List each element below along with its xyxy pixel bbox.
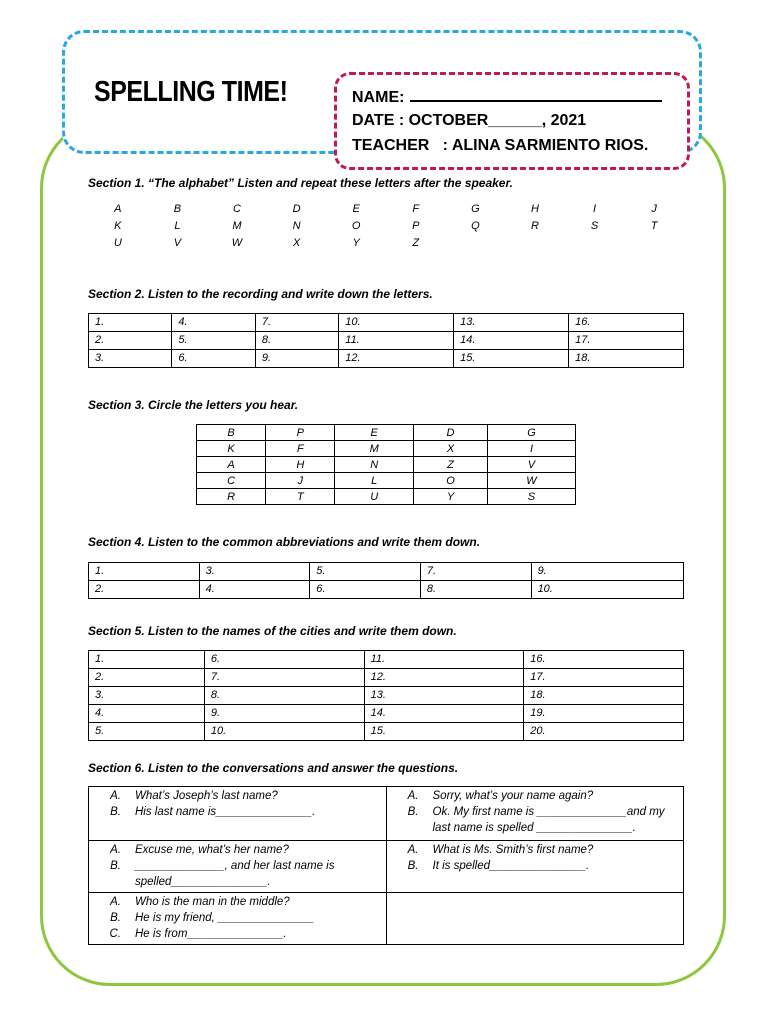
- section4-title: Section 4. Listen to the common abbreviations and write them down.: [88, 535, 481, 549]
- answer-cell[interactable]: 20.: [524, 723, 684, 741]
- letter-cell[interactable]: C: [197, 473, 266, 489]
- alphabet-row: [88, 220, 684, 237]
- alphabet-letter: F: [412, 203, 420, 215]
- alphabet-letter: D: [292, 203, 301, 215]
- conversation-line: [391, 842, 680, 858]
- table-row: [89, 687, 684, 705]
- answer-cell[interactable]: 4.: [199, 581, 310, 599]
- answer-cell[interactable]: 7.: [255, 314, 338, 332]
- table-row: [89, 651, 684, 669]
- speaker-letter: A.: [110, 790, 121, 802]
- letter-cell[interactable]: L: [335, 473, 414, 489]
- conversation-cell[interactable]: [386, 787, 684, 841]
- letter-cell[interactable]: T: [266, 489, 335, 505]
- table-row: [89, 723, 684, 741]
- answer-cell[interactable]: 6.: [310, 581, 421, 599]
- answer-cell[interactable]: 3.: [89, 687, 205, 705]
- alphabet-grid: [88, 203, 684, 254]
- name-label: NAME:: [352, 89, 405, 106]
- answer-cell[interactable]: 4.: [172, 314, 255, 332]
- answer-cell[interactable]: 11.: [339, 332, 454, 350]
- name-field[interactable]: [410, 86, 662, 102]
- conversation-cell[interactable]: [89, 787, 387, 841]
- letter-cell[interactable]: S: [487, 489, 575, 505]
- answer-cell[interactable]: 8.: [255, 332, 338, 350]
- answer-cell[interactable]: 1.: [89, 651, 205, 669]
- section5-answer-table: [88, 650, 684, 741]
- table-row: [89, 787, 684, 841]
- date-line: DATE : OCTOBER______, 2021: [352, 112, 587, 129]
- speaker-letter: B.: [407, 806, 419, 818]
- line-text: It is spelled_______________.: [432, 860, 590, 872]
- speaker-letter: C.: [109, 928, 121, 940]
- answer-cell[interactable]: 15.: [364, 723, 524, 741]
- alphabet-letter: M: [232, 220, 242, 232]
- letter-cell[interactable]: W: [487, 473, 575, 489]
- answer-cell[interactable]: 4.: [89, 705, 205, 723]
- answer-cell[interactable]: 9.: [204, 705, 364, 723]
- alphabet-letter: N: [292, 220, 301, 232]
- line-text: He is my friend, _______________: [135, 912, 315, 924]
- alphabet-row: [88, 203, 684, 220]
- answer-cell[interactable]: 1.: [89, 314, 172, 332]
- alphabet-letter: I: [593, 203, 597, 215]
- answer-cell[interactable]: 14.: [364, 705, 524, 723]
- speaker-letter: B.: [110, 860, 121, 872]
- section1-title: Section 1. “The alphabet” Listen and repeat these letters after the speaker.: [88, 176, 513, 190]
- speaker-letter: B.: [407, 860, 419, 872]
- alphabet-letter: Y: [352, 237, 360, 249]
- letter-cell[interactable]: P: [266, 425, 335, 441]
- letter-cell[interactable]: R: [197, 489, 266, 505]
- line-text: Sorry, what’s your name again?: [432, 790, 594, 802]
- letter-cell[interactable]: U: [335, 489, 414, 505]
- answer-cell[interactable]: 5.: [172, 332, 255, 350]
- alphabet-letter: X: [292, 237, 301, 249]
- alphabet-letter: T: [650, 220, 658, 232]
- line-text: Ok. My first name is ______________and my last name is spelled _______________.: [432, 806, 665, 834]
- letter-cell[interactable]: A: [197, 457, 266, 473]
- alphabet-row: [88, 237, 684, 254]
- conversation-line: [93, 804, 382, 820]
- line-text: What is Ms. Smith’s first name?: [432, 844, 594, 856]
- alphabet-letter: E: [352, 203, 360, 215]
- conversation-cell[interactable]: [89, 841, 387, 893]
- answer-cell[interactable]: 10.: [204, 723, 364, 741]
- letter-cell[interactable]: H: [266, 457, 335, 473]
- answer-cell[interactable]: 2.: [89, 669, 205, 687]
- answer-cell[interactable]: 2.: [89, 581, 200, 599]
- answer-cell[interactable]: 10.: [339, 314, 454, 332]
- alphabet-letter: U: [113, 237, 122, 249]
- speaker-letter: A.: [407, 790, 419, 802]
- answer-cell[interactable]: 10.: [531, 581, 683, 599]
- answer-cell[interactable]: 14.: [454, 332, 569, 350]
- answer-cell[interactable]: 6.: [172, 350, 255, 368]
- alphabet-letter: L: [174, 220, 181, 232]
- speaker-letter: A.: [110, 844, 121, 856]
- letter-cell[interactable]: I: [487, 441, 575, 457]
- letter-cell[interactable]: D: [414, 425, 488, 441]
- speaker-letter: B.: [110, 806, 121, 818]
- table-row: [89, 705, 684, 723]
- table-row: [89, 893, 684, 945]
- letter-cell[interactable]: X: [414, 441, 488, 457]
- letter-cell[interactable]: N: [335, 457, 414, 473]
- table-row: [89, 581, 684, 599]
- letter-cell[interactable]: J: [266, 473, 335, 489]
- conversation-line: [391, 788, 680, 804]
- letter-cell[interactable]: O: [414, 473, 488, 489]
- page-title: SPELLING TIME!: [94, 76, 288, 108]
- conversation-line: [391, 858, 680, 874]
- conversation-cell[interactable]: [386, 893, 684, 945]
- table-row: [89, 314, 684, 332]
- table-row: [197, 425, 576, 441]
- answer-cell[interactable]: 12.: [339, 350, 454, 368]
- section2-title: Section 2. Listen to the recording and write down the letters.: [88, 287, 433, 301]
- teacher-line: TEACHER : ALINA SARMIENTO RIOS.: [352, 137, 649, 154]
- letter-cell[interactable]: Y: [414, 489, 488, 505]
- answer-cell[interactable]: 2.: [89, 332, 172, 350]
- answer-cell[interactable]: 3.: [199, 563, 310, 581]
- alphabet-letter: W: [231, 237, 243, 249]
- speaker-letter: B.: [110, 912, 121, 924]
- alphabet-letter: R: [530, 220, 539, 232]
- answer-cell[interactable]: 16.: [569, 314, 684, 332]
- line-text: Who is the man in the middle?: [135, 896, 290, 908]
- letter-cell[interactable]: K: [197, 441, 266, 457]
- section2-answer-table: [88, 313, 684, 368]
- table-row: [89, 350, 684, 368]
- answer-cell[interactable]: 7.: [420, 563, 531, 581]
- line-text: Excuse me, what’s her name?: [135, 844, 289, 856]
- answer-cell[interactable]: 8.: [420, 581, 531, 599]
- answer-cell[interactable]: 19.: [524, 705, 684, 723]
- section3-title: Section 3. Circle the letters you hear.: [88, 398, 299, 412]
- name-row: [352, 86, 662, 107]
- answer-cell[interactable]: 17.: [524, 669, 684, 687]
- alphabet-letter: C: [233, 203, 241, 215]
- answer-cell[interactable]: 13.: [364, 687, 524, 705]
- conversation-line: [93, 926, 382, 942]
- table-row: [197, 441, 576, 457]
- section4-answer-table: [88, 562, 684, 599]
- answer-cell[interactable]: 12.: [364, 669, 524, 687]
- conversation-line: [93, 910, 382, 926]
- conversation-line: [93, 788, 382, 804]
- letter-cell[interactable]: E: [335, 425, 414, 441]
- table-row: [197, 473, 576, 489]
- section3-letter-table: [196, 424, 576, 505]
- answer-cell[interactable]: 9.: [531, 563, 683, 581]
- answer-cell[interactable]: 17.: [569, 332, 684, 350]
- conversation-line: [93, 858, 382, 890]
- conversation-cell[interactable]: [386, 841, 684, 893]
- letter-cell[interactable]: V: [487, 457, 575, 473]
- conversation-line: [93, 842, 382, 858]
- alphabet-letter: O: [351, 220, 361, 232]
- speaker-letter: A.: [110, 896, 121, 908]
- answer-cell[interactable]: 11.: [364, 651, 524, 669]
- line-text: His last name is_______________.: [135, 806, 316, 818]
- conversation-line: [93, 894, 382, 910]
- alphabet-letter: P: [412, 220, 420, 232]
- alphabet-letter: H: [530, 203, 539, 215]
- answer-cell[interactable]: 18.: [569, 350, 684, 368]
- letter-cell[interactable]: G: [487, 425, 575, 441]
- alphabet-letter: S: [590, 220, 599, 232]
- conversation-cell[interactable]: [89, 893, 387, 945]
- alphabet-letter: A: [114, 203, 122, 215]
- answer-cell[interactable]: 5.: [310, 563, 421, 581]
- table-row: [89, 841, 684, 893]
- answer-cell[interactable]: 8.: [204, 687, 364, 705]
- answer-cell[interactable]: 16.: [524, 651, 684, 669]
- letter-cell[interactable]: Z: [414, 457, 488, 473]
- answer-cell[interactable]: 9.: [255, 350, 338, 368]
- answer-cell[interactable]: 1.: [89, 563, 200, 581]
- alphabet-letter: V: [173, 237, 182, 249]
- line-text: He is from_______________.: [135, 928, 287, 940]
- speaker-letter: A.: [407, 844, 419, 856]
- answer-cell[interactable]: 7.: [204, 669, 364, 687]
- answer-cell[interactable]: 18.: [524, 687, 684, 705]
- alphabet-letter: Q: [471, 220, 480, 232]
- table-row: [89, 332, 684, 350]
- answer-cell[interactable]: 15.: [454, 350, 569, 368]
- alphabet-letter: J: [651, 203, 657, 215]
- section6-title: Section 6. Listen to the conversations and answer the questions.: [88, 761, 459, 775]
- section6-conversation-table: [88, 786, 684, 945]
- table-row: [89, 669, 684, 687]
- table-row: [197, 489, 576, 505]
- letter-cell[interactable]: M: [335, 441, 414, 457]
- alphabet-letter: G: [471, 203, 480, 215]
- answer-cell[interactable]: 13.: [454, 314, 569, 332]
- answer-cell[interactable]: 6.: [204, 651, 364, 669]
- line-text: ______________, and her last name is spelled_______________.: [135, 860, 335, 888]
- table-row: [89, 563, 684, 581]
- alphabet-letter: Z: [412, 237, 420, 249]
- letter-cell[interactable]: B: [197, 425, 266, 441]
- conversation-line: [391, 804, 680, 836]
- alphabet-letter: B: [173, 203, 182, 215]
- section5-title: Section 5. Listen to the names of the cities and write them down.: [88, 624, 457, 638]
- answer-cell[interactable]: 3.: [89, 350, 172, 368]
- answer-cell[interactable]: 5.: [89, 723, 205, 741]
- letter-cell[interactable]: F: [266, 441, 335, 457]
- line-text: What’s Joseph’s last name?: [135, 790, 278, 802]
- alphabet-letter: K: [114, 220, 122, 232]
- table-row: [197, 457, 576, 473]
